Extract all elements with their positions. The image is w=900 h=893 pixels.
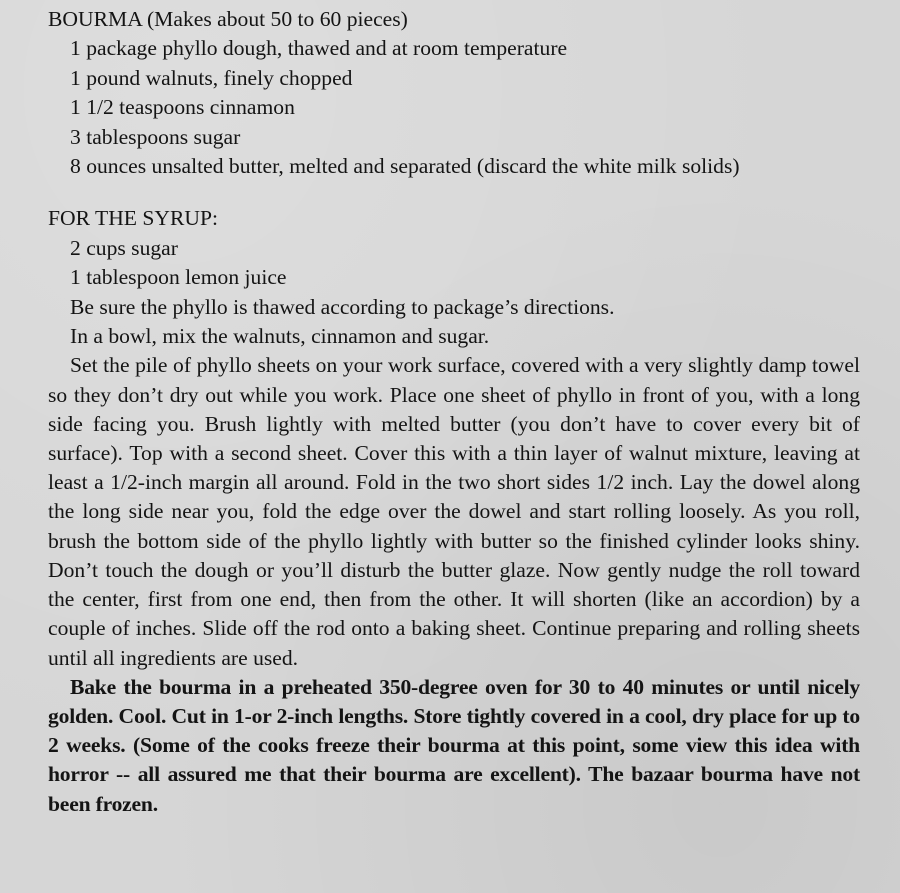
recipe-page — [48, 5, 860, 819]
ingredient-item: 1 pound walnuts, finely chopped — [70, 65, 353, 90]
ingredient-item: 1 package phyllo dough, thawed and at room temperature — [70, 36, 568, 61]
instruction-step: In a bowl, mix the walnuts, cinnamon and sugar. — [70, 324, 490, 349]
ingredient-list — [48, 34, 860, 181]
ingredient-item: 3 tablespoons sugar — [70, 124, 241, 149]
syrup-ingredient-item: 1 tablespoon lemon juice — [70, 265, 287, 290]
instruction-paragraph: Bake the bourma in a preheated 350-degree oven for 30 to 40 minutes or until nicely golden. Cool. Cut in 1-or 2-inch lengths. Store tightly covered in a cool, dry place for up to 2 weeks. (Some of the cooks freeze their bourma at this point, some view this idea with horror -- all assured me that their bourma are excellent). The bazaar bourma have not been frozen. — [48, 674, 860, 816]
recipe-title: BOURMA (Makes about 50 to 60 pieces) — [48, 7, 408, 31]
ingredient-item: 1 1/2 teaspoons cinnamon — [70, 95, 295, 120]
instruction-paragraph: Set the pile of phyllo sheets on your work surface, covered with a very slightly damp towel so they don’t dry out while you work. Place one sheet of phyllo in front of you, with a long side facing you. Brush lightly with melted butter (you don’t have to cover every bit of surface). Top with a second sheet. Cover this with a thin layer of walnut mixture, leaving at least a 1/2-inch margin all around. Fold in the two short sides 1/2 inch. Lay the dowel along the long side near you, fold the edge over the dowel and start rolling loosely. As you roll, brush the bottom side of the phyllo lightly with butter so the finished cylinder looks shiny. Don’t touch the dough or you’ll disturb the butter glaze. Now gently nudge the roll toward the center, first from one end, then from the other. It will shorten (like an accordion) by a couple of inches. Slide off the rod onto a baking sheet. Continue preparing and rolling sheets until all ingredients are used. — [48, 353, 860, 670]
instruction-step: Be sure the phyllo is thawed according to package’s directions. — [70, 294, 615, 319]
syrup-ingredient-list — [48, 234, 860, 293]
syrup-ingredient-item: 2 cups sugar — [70, 235, 178, 260]
ingredient-item: 8 ounces unsalted butter, melted and separated (discard the white milk solids) — [70, 154, 740, 179]
syrup-heading: FOR THE SYRUP: — [48, 206, 218, 231]
section-spacer — [48, 181, 860, 204]
